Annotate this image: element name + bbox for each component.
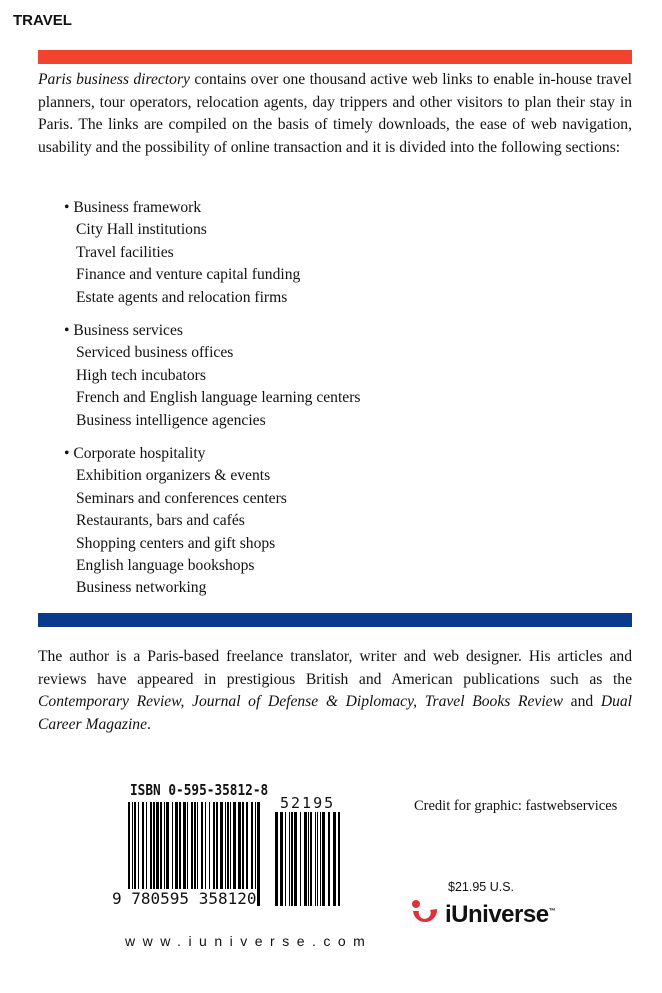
ean-number: 9 780595 358120 [112, 889, 257, 908]
iuniverse-logo [410, 898, 555, 932]
barcode-bar [328, 812, 330, 906]
barcode-bar [333, 812, 336, 906]
section-item: Shopping centers and gift shops [76, 534, 276, 552]
section-item: Estate agents and relocation firms [76, 288, 288, 306]
section-list [64, 443, 287, 600]
intro-text: contains over one thousand active web links to enable in-house travel planners, tour operators, relocation agents, day trippers and other visitors to plan their stay in Paris. The links are compiled on the basis of timely downloads, the ease of web navigation, usability and the possibility of online transaction and it is divided into the following sections: [38, 71, 632, 156]
addon-number: 52195 [280, 794, 336, 812]
barcode-bar [275, 812, 278, 906]
section-item: Restaurants, bars and cafés [76, 512, 245, 530]
category-label: TRAVEL [13, 12, 72, 29]
graphic-credit: Credit for graphic: fastwebservices [414, 798, 618, 814]
section-list [64, 197, 300, 309]
publications: Contemporary Review, Journal of Defense & Diplomacy, Travel Books Review [38, 693, 563, 710]
section-heading: • Corporate hospitality [64, 445, 206, 462]
price: $21.95 U.S. [448, 880, 515, 894]
section-item: English language bookshops [76, 557, 255, 575]
barcode-bar [308, 812, 309, 906]
barcode-bar [310, 812, 312, 906]
barcode-bar [289, 812, 290, 906]
section-item: French and English language learning centers [76, 389, 361, 407]
bio-text: and [563, 693, 601, 710]
barcode-bar [294, 812, 297, 906]
section-item: Finance and venture capital funding [76, 266, 301, 284]
isbn-label: ISBN 0-595-35812-8 [130, 781, 269, 799]
book-title: Paris business directory [38, 71, 190, 88]
section-item: City Hall institutions [76, 221, 207, 239]
blue-divider [38, 613, 632, 627]
barcode-bar [315, 812, 316, 906]
section-list [64, 320, 361, 432]
bio-text: . [147, 715, 151, 733]
section-item: Serviced business offices [76, 344, 234, 362]
publisher-name: iUniverse™ [445, 901, 556, 928]
barcode-bar [304, 812, 307, 906]
barcode-bar [317, 812, 318, 906]
barcode-bar [322, 812, 325, 906]
author-bio [38, 646, 632, 736]
bio-text: The author is a Paris-based freelance translator, writer and web designer. His articles and reviews have appeared in prestigious British and American publications such as the [38, 648, 632, 688]
intro-paragraph [38, 69, 632, 159]
section-item: High tech incubators [76, 366, 206, 384]
section-heading: • Business services [64, 322, 183, 339]
section-item: Seminars and conferences centers [76, 489, 287, 507]
barcode-bar [300, 812, 301, 906]
barcode-bar [280, 812, 283, 906]
ean-digits [112, 889, 257, 908]
barcode-bar [338, 812, 340, 906]
section-item: Business networking [76, 579, 207, 597]
section-heading: • Business framework [64, 199, 202, 216]
iuniverse-logo-icon [410, 898, 440, 932]
publisher-url[interactable]: www.iuniverse.com [125, 933, 373, 949]
barcode-bar [320, 812, 321, 906]
red-divider [38, 50, 632, 64]
section-item: Travel facilities [76, 243, 174, 261]
barcode-bar [257, 802, 260, 906]
barcode-bar [291, 812, 293, 906]
addon-barcode [275, 812, 341, 906]
publication: Dual Career Magazine [38, 693, 632, 733]
section-item: Exhibition organizers & events [76, 467, 271, 485]
barcode-bar [285, 812, 286, 906]
section-item: Business intelligence agencies [76, 411, 266, 429]
